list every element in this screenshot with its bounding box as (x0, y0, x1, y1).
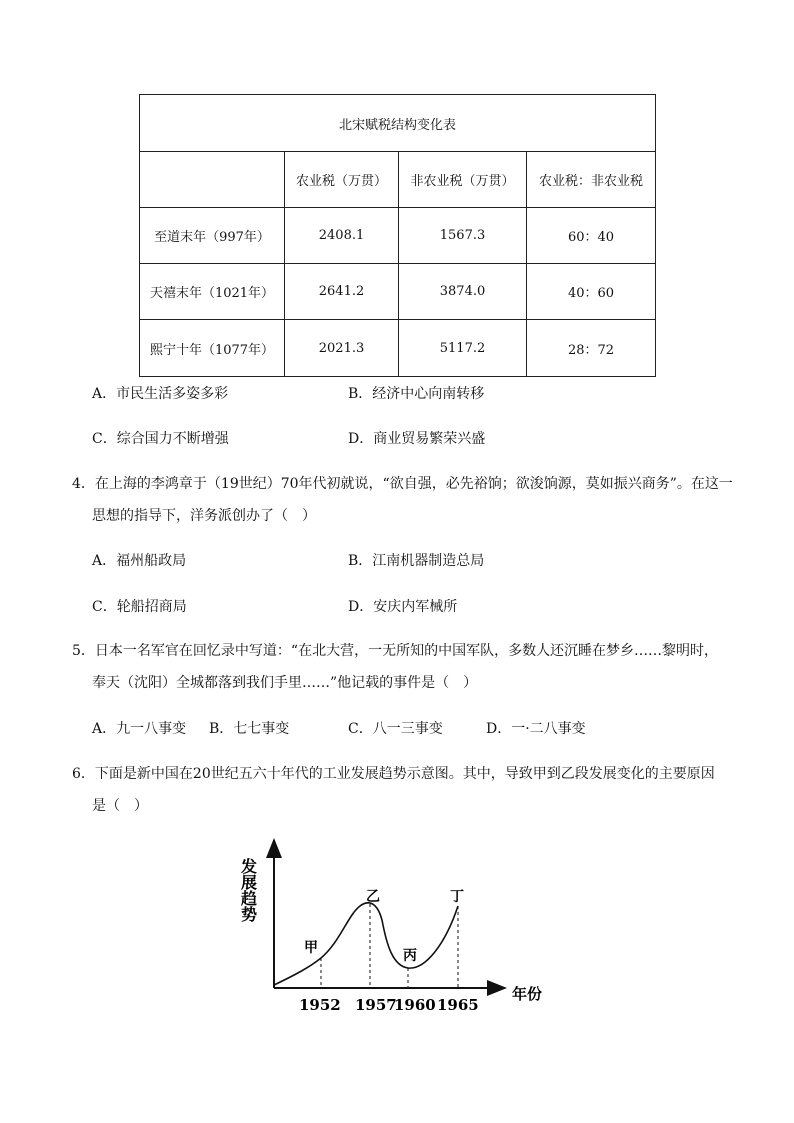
q3-option-a[interactable]: A．市民生活多姿多彩 (92, 386, 229, 402)
x-tick-label: 1960 (394, 996, 436, 1014)
table-row (140, 264, 656, 320)
table-cell: 60：40 (527, 208, 656, 264)
q4-stem-line1: 4．在上海的李鸿章于（19世纪）70年代初就说，“欲自强，必先裕饷；欲浚饷源，莫如振兴商务”。在这一 (72, 476, 733, 492)
table-cell: 1567.3 (399, 208, 527, 264)
q5-option-a[interactable]: A．九一八事变 (92, 721, 187, 737)
stage-label-yi: 乙 (366, 889, 380, 905)
table-cell: 2021.3 (285, 320, 399, 377)
q4-option-c[interactable]: C．轮船招商局 (92, 599, 187, 615)
x-tick-label: 1957 (355, 996, 397, 1014)
q3-option-c[interactable]: C．综合国力不断增强 (92, 431, 229, 447)
table-cell: 40：60 (527, 264, 656, 320)
table-cell: 28：72 (527, 320, 656, 377)
table-header-cell: 农业税：非农业税 (527, 152, 656, 208)
stage-label-jia: 甲 (304, 940, 318, 956)
q5-stem-line1: 5．日本一名军官在回忆录中写道：“在北大营，一无所知的中国军队，多数人还沉睡在梦乡……黎明时， (72, 643, 719, 659)
y-axis-label: 发展趋势 (238, 858, 258, 922)
table-title: 北宋赋税结构变化表 (140, 95, 656, 152)
q3-option-b[interactable]: B．经济中心向南转移 (348, 386, 485, 402)
q5-option-d[interactable]: D．一·二八事变 (486, 721, 586, 737)
table-header-cell: 非农业税（万贯） (399, 152, 527, 208)
table-cell: 天禧末年（1021年） (140, 264, 285, 320)
q4-stem-line2: 思想的指导下，洋务派创办了（ ） (92, 508, 316, 524)
table-row (140, 320, 656, 377)
q3-option-d[interactable]: D．商业贸易繁荣兴盛 (348, 431, 486, 447)
table-cell: 熙宁十年（1077年） (140, 320, 285, 377)
q6-stem-line1: 6．下面是新中国在20世纪五六十年代的工业发展趋势示意图。其中，导致甲到乙段发展变化的主要原因 (72, 766, 715, 782)
q5-option-b[interactable]: B．七七事变 (209, 721, 290, 737)
table-cell: 5117.2 (399, 320, 527, 377)
table-cell: 2641.2 (285, 264, 399, 320)
q4-option-a[interactable]: A．福州船政局 (92, 553, 187, 569)
table-header-row (140, 152, 656, 208)
table-header-cell (140, 152, 285, 208)
x-tick-label: 1965 (437, 996, 479, 1014)
q5-option-c[interactable]: C．八一三事变 (348, 721, 443, 737)
stage-label-bing: 丙 (403, 948, 417, 964)
table-cell: 至道末年（997年） (140, 208, 285, 264)
table-cell: 2408.1 (285, 208, 399, 264)
q4-option-d[interactable]: D．安庆内军械所 (348, 599, 458, 615)
table-cell: 3874.0 (399, 264, 527, 320)
table-row (140, 208, 656, 264)
table-header-cell: 农业税（万贯） (285, 152, 399, 208)
x-tick-label: 1952 (299, 996, 341, 1014)
trend-curve (274, 903, 458, 985)
q5-stem-line2: 奉天（沈阳）全城都落到我们手里……”他记载的事件是（ ） (92, 675, 478, 691)
stage-label-ding: 丁 (450, 889, 464, 905)
q6-stem-line2: 是（ ） (92, 798, 148, 814)
x-axis-label: 年份 (512, 985, 543, 1003)
tax-structure-table (139, 94, 656, 377)
q4-option-b[interactable]: B．江南机器制造总局 (348, 553, 485, 569)
